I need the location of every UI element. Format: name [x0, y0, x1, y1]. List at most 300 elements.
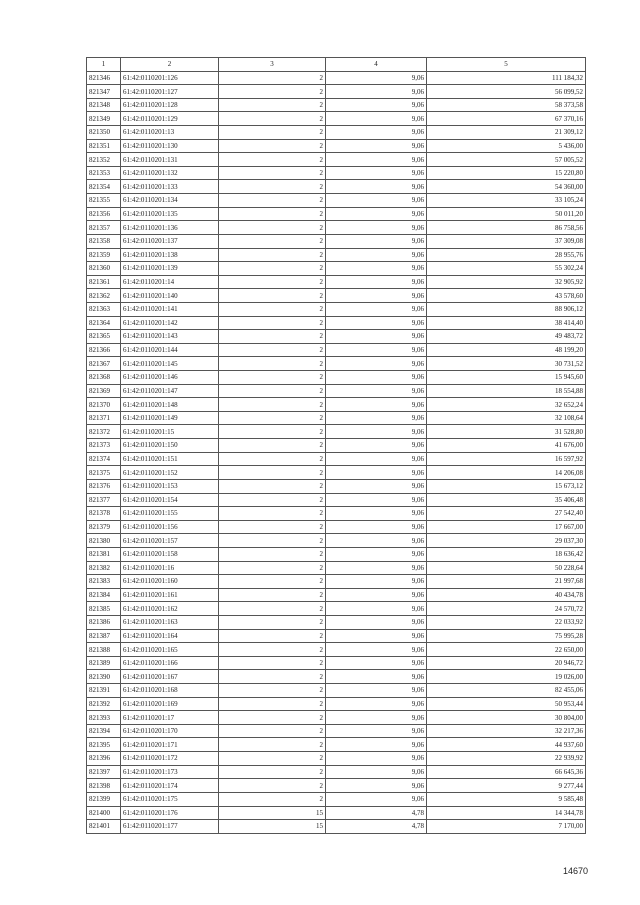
table-row [87, 275, 586, 289]
amount-cell: 19 026,00 [427, 670, 586, 684]
column-3-cell: 2 [219, 792, 326, 806]
cadastral-number-cell: 61:42:0110201:155 [121, 507, 219, 521]
table-row [87, 262, 586, 276]
record-number-cell: 821353 [87, 166, 121, 180]
cadastral-number-cell: 61:42:0110201:131 [121, 153, 219, 167]
amount-cell: 21 309,12 [427, 126, 586, 140]
record-number-cell: 821357 [87, 221, 121, 235]
amount-cell: 32 108,64 [427, 411, 586, 425]
amount-cell: 86 758,56 [427, 221, 586, 235]
amount-cell: 15 673,12 [427, 479, 586, 493]
table-row [87, 302, 586, 316]
table-row [87, 643, 586, 657]
amount-cell: 14 344,78 [427, 806, 586, 820]
amount-cell: 17 667,00 [427, 520, 586, 534]
column-3-cell: 2 [219, 112, 326, 126]
column-4-cell: 9,06 [326, 439, 427, 453]
cadastral-number-cell: 61:42:0110201:150 [121, 439, 219, 453]
amount-cell: 27 542,40 [427, 507, 586, 521]
table-row [87, 507, 586, 521]
column-3-cell: 2 [219, 439, 326, 453]
record-number-cell: 821359 [87, 248, 121, 262]
amount-cell: 5 436,00 [427, 139, 586, 153]
record-number-cell: 821387 [87, 629, 121, 643]
column-4-cell: 9,06 [326, 466, 427, 480]
record-number-cell: 821395 [87, 738, 121, 752]
cadastral-number-cell: 61:42:0110201:172 [121, 752, 219, 766]
column-4-cell: 9,06 [326, 221, 427, 235]
table-row [87, 752, 586, 766]
column-3-cell: 2 [219, 262, 326, 276]
cadastral-number-cell: 61:42:0110201:156 [121, 520, 219, 534]
cadastral-number-cell: 61:42:0110201:136 [121, 221, 219, 235]
amount-cell: 30 804,00 [427, 711, 586, 725]
record-number-cell: 821394 [87, 724, 121, 738]
amount-cell: 44 937,60 [427, 738, 586, 752]
column-4-cell: 9,06 [326, 752, 427, 766]
column-4-cell: 9,06 [326, 248, 427, 262]
column-4-cell: 9,06 [326, 139, 427, 153]
page-number: 14670 [562, 866, 588, 876]
cadastral-number-cell: 61:42:0110201:138 [121, 248, 219, 262]
column-3-cell: 2 [219, 248, 326, 262]
cadastral-number-cell: 61:42:0110201:153 [121, 479, 219, 493]
amount-cell: 22 650,00 [427, 643, 586, 657]
table-row [87, 547, 586, 561]
table-row [87, 439, 586, 453]
amount-cell: 20 946,72 [427, 656, 586, 670]
amount-cell: 56 099,52 [427, 85, 586, 99]
column-4-cell: 9,06 [326, 289, 427, 303]
record-number-cell: 821371 [87, 411, 121, 425]
column-3-cell: 2 [219, 643, 326, 657]
cadastral-number-cell: 61:42:0110201:166 [121, 656, 219, 670]
column-4-cell: 4,78 [326, 806, 427, 820]
amount-cell: 18 554,88 [427, 384, 586, 398]
table-row [87, 724, 586, 738]
column-3-cell: 2 [219, 425, 326, 439]
table-row [87, 561, 586, 575]
column-3-cell: 2 [219, 602, 326, 616]
table-row [87, 221, 586, 235]
column-header-2: 2 [121, 58, 219, 72]
column-4-cell: 9,06 [326, 507, 427, 521]
column-3-cell: 2 [219, 275, 326, 289]
cadastral-number-cell: 61:42:0110201:143 [121, 330, 219, 344]
table-row [87, 711, 586, 725]
cadastral-number-cell: 61:42:0110201:132 [121, 166, 219, 180]
column-4-cell: 9,06 [326, 207, 427, 221]
amount-cell: 50 228,64 [427, 561, 586, 575]
cadastral-number-cell: 61:42:0110201:126 [121, 71, 219, 85]
record-number-cell: 821399 [87, 792, 121, 806]
amount-cell: 82 455,06 [427, 684, 586, 698]
column-4-cell: 9,06 [326, 302, 427, 316]
table-row [87, 534, 586, 548]
table-row [87, 588, 586, 602]
column-3-cell: 2 [219, 575, 326, 589]
table-row [87, 398, 586, 412]
table-row [87, 411, 586, 425]
cadastral-number-cell: 61:42:0110201:165 [121, 643, 219, 657]
column-3-cell: 2 [219, 371, 326, 385]
table-row [87, 792, 586, 806]
table-row [87, 384, 586, 398]
record-number-cell: 821350 [87, 126, 121, 140]
column-4-cell: 9,06 [326, 384, 427, 398]
cadastral-number-cell: 61:42:0110201:17 [121, 711, 219, 725]
column-4-cell: 9,06 [326, 670, 427, 684]
column-3-cell: 2 [219, 479, 326, 493]
table-row [87, 425, 586, 439]
record-number-cell: 821363 [87, 302, 121, 316]
table-row [87, 126, 586, 140]
cadastral-number-cell: 61:42:0110201:137 [121, 234, 219, 248]
amount-cell: 28 955,76 [427, 248, 586, 262]
table-row [87, 520, 586, 534]
column-3-cell: 2 [219, 139, 326, 153]
column-3-cell: 2 [219, 398, 326, 412]
column-4-cell: 9,06 [326, 575, 427, 589]
column-3-cell: 2 [219, 194, 326, 208]
record-number-cell: 821378 [87, 507, 121, 521]
amount-cell: 29 037,30 [427, 534, 586, 548]
amount-cell: 111 184,32 [427, 71, 586, 85]
column-4-cell: 9,06 [326, 493, 427, 507]
cadastral-number-cell: 61:42:0110201:127 [121, 85, 219, 99]
record-number-cell: 821356 [87, 207, 121, 221]
amount-cell: 67 370,16 [427, 112, 586, 126]
record-number-cell: 821362 [87, 289, 121, 303]
record-number-cell: 821379 [87, 520, 121, 534]
table-row [87, 493, 586, 507]
column-4-cell: 9,06 [326, 588, 427, 602]
table-row [87, 765, 586, 779]
amount-cell: 22 033,92 [427, 615, 586, 629]
column-4-cell: 9,06 [326, 425, 427, 439]
cadastral-number-cell: 61:42:0110201:175 [121, 792, 219, 806]
cadastral-number-cell: 61:42:0110201:157 [121, 534, 219, 548]
column-3-cell: 2 [219, 547, 326, 561]
cadastral-number-cell: 61:42:0110201:14 [121, 275, 219, 289]
cadastral-number-cell: 61:42:0110201:15 [121, 425, 219, 439]
column-3-cell: 2 [219, 752, 326, 766]
column-4-cell: 9,06 [326, 234, 427, 248]
cadastral-number-cell: 61:42:0110201:128 [121, 98, 219, 112]
record-number-cell: 821348 [87, 98, 121, 112]
table-row [87, 371, 586, 385]
column-3-cell: 15 [219, 820, 326, 834]
column-3-cell: 2 [219, 466, 326, 480]
table-row [87, 670, 586, 684]
amount-cell: 35 406,48 [427, 493, 586, 507]
column-3-cell: 2 [219, 738, 326, 752]
amount-cell: 57 005,52 [427, 153, 586, 167]
record-number-cell: 821397 [87, 765, 121, 779]
table-row [87, 234, 586, 248]
column-3-cell: 2 [219, 711, 326, 725]
cadastral-number-cell: 61:42:0110201:161 [121, 588, 219, 602]
column-3-cell: 2 [219, 126, 326, 140]
column-3-cell: 2 [219, 561, 326, 575]
record-number-cell: 821401 [87, 820, 121, 834]
record-number-cell: 821392 [87, 697, 121, 711]
record-number-cell: 821368 [87, 371, 121, 385]
column-4-cell: 9,06 [326, 520, 427, 534]
column-4-cell: 9,06 [326, 194, 427, 208]
header-row [87, 58, 586, 72]
data-table [86, 57, 586, 834]
record-number-cell: 821346 [87, 71, 121, 85]
column-4-cell: 9,06 [326, 153, 427, 167]
record-number-cell: 821365 [87, 330, 121, 344]
table-row [87, 71, 586, 85]
record-number-cell: 821370 [87, 398, 121, 412]
record-number-cell: 821358 [87, 234, 121, 248]
record-number-cell: 821349 [87, 112, 121, 126]
column-3-cell: 2 [219, 520, 326, 534]
record-number-cell: 821364 [87, 316, 121, 330]
column-4-cell: 9,06 [326, 166, 427, 180]
amount-cell: 49 483,72 [427, 330, 586, 344]
record-number-cell: 821372 [87, 425, 121, 439]
record-number-cell: 821396 [87, 752, 121, 766]
amount-cell: 40 434,78 [427, 588, 586, 602]
table-row [87, 289, 586, 303]
column-3-cell: 2 [219, 71, 326, 85]
column-4-cell: 9,06 [326, 343, 427, 357]
record-number-cell: 821351 [87, 139, 121, 153]
record-number-cell: 821352 [87, 153, 121, 167]
amount-cell: 9 585,48 [427, 792, 586, 806]
amount-cell: 50 953,44 [427, 697, 586, 711]
column-header-3: 3 [219, 58, 326, 72]
amount-cell: 50 011,20 [427, 207, 586, 221]
record-number-cell: 821369 [87, 384, 121, 398]
cadastral-number-cell: 61:42:0110201:173 [121, 765, 219, 779]
column-4-cell: 9,06 [326, 330, 427, 344]
column-3-cell: 2 [219, 289, 326, 303]
table-row [87, 194, 586, 208]
column-3-cell: 2 [219, 697, 326, 711]
column-3-cell: 2 [219, 765, 326, 779]
amount-cell: 58 373,58 [427, 98, 586, 112]
amount-cell: 37 309,08 [427, 234, 586, 248]
cadastral-number-cell: 61:42:0110201:168 [121, 684, 219, 698]
column-4-cell: 9,06 [326, 479, 427, 493]
column-4-cell: 9,06 [326, 615, 427, 629]
cadastral-number-cell: 61:42:0110201:13 [121, 126, 219, 140]
amount-cell: 66 645,36 [427, 765, 586, 779]
record-number-cell: 821360 [87, 262, 121, 276]
amount-cell: 43 578,60 [427, 289, 586, 303]
record-number-cell: 821383 [87, 575, 121, 589]
table-row [87, 820, 586, 834]
column-3-cell: 2 [219, 656, 326, 670]
column-3-cell: 2 [219, 316, 326, 330]
cadastral-number-cell: 61:42:0110201:133 [121, 180, 219, 194]
column-3-cell: 2 [219, 507, 326, 521]
column-3-cell: 2 [219, 779, 326, 793]
record-number-cell: 821381 [87, 547, 121, 561]
cadastral-number-cell: 61:42:0110201:176 [121, 806, 219, 820]
amount-cell: 15 945,60 [427, 371, 586, 385]
amount-cell: 31 528,80 [427, 425, 586, 439]
record-number-cell: 821389 [87, 656, 121, 670]
column-3-cell: 2 [219, 452, 326, 466]
record-number-cell: 821375 [87, 466, 121, 480]
cadastral-number-cell: 61:42:0110201:151 [121, 452, 219, 466]
cadastral-number-cell: 61:42:0110201:164 [121, 629, 219, 643]
column-4-cell: 9,06 [326, 765, 427, 779]
record-number-cell: 821367 [87, 357, 121, 371]
table-row [87, 656, 586, 670]
column-3-cell: 15 [219, 806, 326, 820]
column-4-cell: 9,06 [326, 452, 427, 466]
column-header-4: 4 [326, 58, 427, 72]
column-3-cell: 2 [219, 180, 326, 194]
record-number-cell: 821380 [87, 534, 121, 548]
cadastral-number-cell: 61:42:0110201:162 [121, 602, 219, 616]
table-row [87, 207, 586, 221]
cadastral-number-cell: 61:42:0110201:169 [121, 697, 219, 711]
cadastral-number-cell: 61:42:0110201:146 [121, 371, 219, 385]
column-4-cell: 9,06 [326, 275, 427, 289]
column-3-cell: 2 [219, 684, 326, 698]
column-4-cell: 9,06 [326, 711, 427, 725]
amount-cell: 54 360,00 [427, 180, 586, 194]
column-4-cell: 9,06 [326, 724, 427, 738]
column-4-cell: 9,06 [326, 534, 427, 548]
table-row [87, 316, 586, 330]
column-4-cell: 9,06 [326, 180, 427, 194]
record-number-cell: 821391 [87, 684, 121, 698]
column-4-cell: 9,06 [326, 684, 427, 698]
amount-cell: 21 997,68 [427, 575, 586, 589]
cadastral-number-cell: 61:42:0110201:160 [121, 575, 219, 589]
column-4-cell: 9,06 [326, 602, 427, 616]
column-4-cell: 9,06 [326, 112, 427, 126]
column-3-cell: 2 [219, 302, 326, 316]
amount-cell: 48 199,20 [427, 343, 586, 357]
cadastral-number-cell: 61:42:0110201:148 [121, 398, 219, 412]
column-3-cell: 2 [219, 343, 326, 357]
table-row [87, 479, 586, 493]
amount-cell: 38 414,40 [427, 316, 586, 330]
amount-cell: 24 570,72 [427, 602, 586, 616]
cadastral-number-cell: 61:42:0110201:134 [121, 194, 219, 208]
record-number-cell: 821382 [87, 561, 121, 575]
record-number-cell: 821354 [87, 180, 121, 194]
cadastral-number-cell: 61:42:0110201:16 [121, 561, 219, 575]
cadastral-number-cell: 61:42:0110201:149 [121, 411, 219, 425]
column-3-cell: 2 [219, 85, 326, 99]
column-4-cell: 9,06 [326, 316, 427, 330]
column-3-cell: 2 [219, 493, 326, 507]
column-3-cell: 2 [219, 221, 326, 235]
cadastral-number-cell: 61:42:0110201:130 [121, 139, 219, 153]
record-number-cell: 821355 [87, 194, 121, 208]
record-number-cell: 821393 [87, 711, 121, 725]
cadastral-number-cell: 61:42:0110201:152 [121, 466, 219, 480]
record-number-cell: 821376 [87, 479, 121, 493]
amount-cell: 22 939,92 [427, 752, 586, 766]
column-4-cell: 9,06 [326, 262, 427, 276]
amount-cell: 32 217,36 [427, 724, 586, 738]
table-row [87, 112, 586, 126]
column-4-cell: 9,06 [326, 738, 427, 752]
amount-cell: 32 905,92 [427, 275, 586, 289]
amount-cell: 7 170,00 [427, 820, 586, 834]
table-row [87, 602, 586, 616]
column-4-cell: 9,06 [326, 656, 427, 670]
amount-cell: 14 206,08 [427, 466, 586, 480]
table-row [87, 166, 586, 180]
cadastral-number-cell: 61:42:0110201:135 [121, 207, 219, 221]
column-3-cell: 2 [219, 615, 326, 629]
amount-cell: 41 676,00 [427, 439, 586, 453]
cadastral-number-cell: 61:42:0110201:129 [121, 112, 219, 126]
cadastral-number-cell: 61:42:0110201:174 [121, 779, 219, 793]
cadastral-number-cell: 61:42:0110201:147 [121, 384, 219, 398]
table-row [87, 806, 586, 820]
table-row [87, 629, 586, 643]
cadastral-number-cell: 61:42:0110201:163 [121, 615, 219, 629]
amount-cell: 9 277,44 [427, 779, 586, 793]
column-3-cell: 2 [219, 330, 326, 344]
column-header-1: 1 [87, 58, 121, 72]
amount-cell: 30 731,52 [427, 357, 586, 371]
column-4-cell: 9,06 [326, 71, 427, 85]
record-number-cell: 821374 [87, 452, 121, 466]
column-4-cell: 9,06 [326, 697, 427, 711]
cadastral-number-cell: 61:42:0110201:140 [121, 289, 219, 303]
amount-cell: 18 636,42 [427, 547, 586, 561]
record-number-cell: 821384 [87, 588, 121, 602]
column-4-cell: 9,06 [326, 779, 427, 793]
record-number-cell: 821373 [87, 439, 121, 453]
column-4-cell: 9,06 [326, 85, 427, 99]
cadastral-number-cell: 61:42:0110201:158 [121, 547, 219, 561]
record-number-cell: 821361 [87, 275, 121, 289]
record-number-cell: 821366 [87, 343, 121, 357]
column-header-5: 5 [427, 58, 586, 72]
column-4-cell: 9,06 [326, 792, 427, 806]
cadastral-number-cell: 61:42:0110201:142 [121, 316, 219, 330]
column-3-cell: 2 [219, 207, 326, 221]
record-number-cell: 821377 [87, 493, 121, 507]
column-3-cell: 2 [219, 357, 326, 371]
column-4-cell: 9,06 [326, 357, 427, 371]
column-4-cell: 9,06 [326, 398, 427, 412]
table-row [87, 575, 586, 589]
record-number-cell: 821347 [87, 85, 121, 99]
table-row [87, 779, 586, 793]
amount-cell: 32 652,24 [427, 398, 586, 412]
column-4-cell: 9,06 [326, 411, 427, 425]
table-row [87, 697, 586, 711]
column-4-cell: 9,06 [326, 629, 427, 643]
column-3-cell: 2 [219, 98, 326, 112]
column-4-cell: 4,78 [326, 820, 427, 834]
table-row [87, 466, 586, 480]
table-row [87, 248, 586, 262]
cadastral-number-cell: 61:42:0110201:145 [121, 357, 219, 371]
record-number-cell: 821386 [87, 615, 121, 629]
column-3-cell: 2 [219, 724, 326, 738]
cadastral-number-cell: 61:42:0110201:177 [121, 820, 219, 834]
record-number-cell: 821388 [87, 643, 121, 657]
